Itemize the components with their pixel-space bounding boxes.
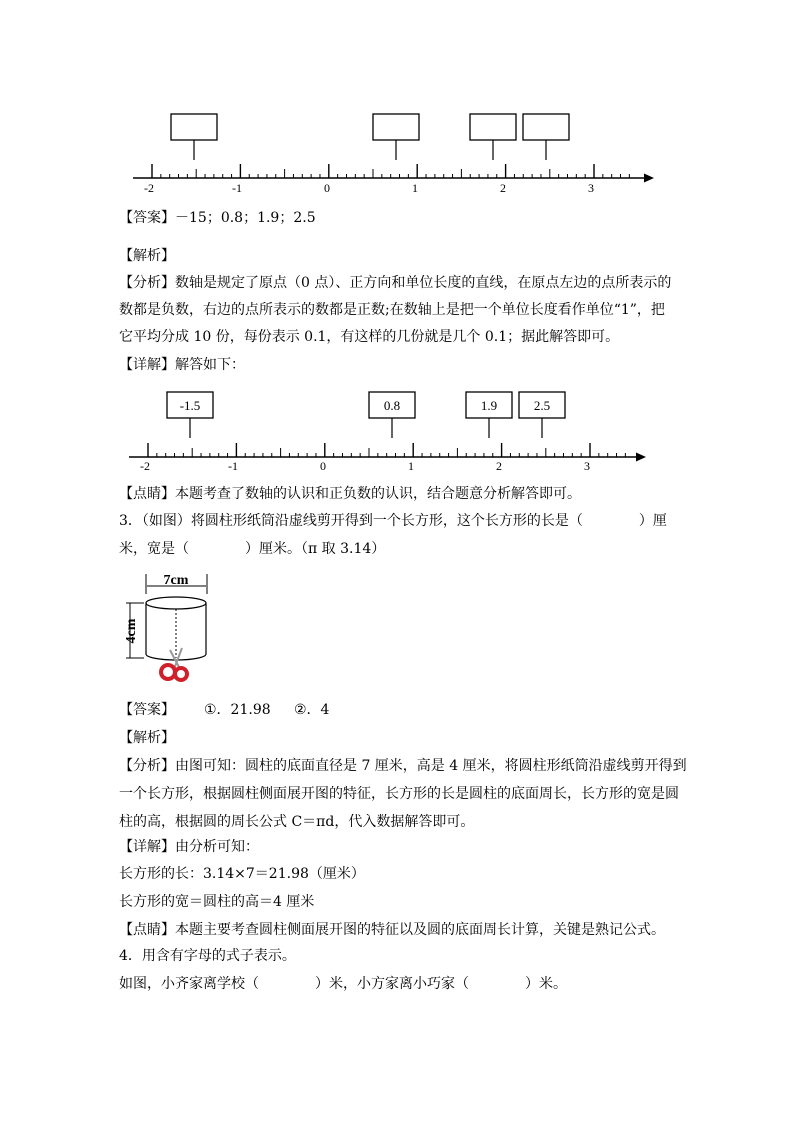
comment-line: 【点睛】本题主要考查圆柱侧面展开图的特征以及圆的底面周长计算，关键是熟记公式。 xyxy=(119,922,665,938)
analysis-text: 【分析】由图可知：圆柱的底面直径是 7 厘米，高是 4 厘米，将圆柱形纸筒沿虚线剪开得到 xyxy=(119,758,687,774)
analysis-text: 数都是负数，右边的点所表示的数都是正数;在数轴上是把一个单位长度看作单位“1”，把 xyxy=(119,302,665,318)
tick-label: 3 xyxy=(584,459,590,473)
tick-label: 0 xyxy=(324,181,330,195)
empty-answer-box xyxy=(470,114,516,140)
answer-tag: 【答案】 xyxy=(119,702,175,718)
tick-label: 1 xyxy=(412,181,418,195)
axis-arrow xyxy=(636,453,646,462)
detail-heading: 【详解】解答如下： xyxy=(119,357,245,373)
scissors-icon xyxy=(161,648,187,680)
empty-answer-box xyxy=(171,114,217,140)
tick-label: 2 xyxy=(500,181,506,195)
detail-heading: 【详解】由分析可知： xyxy=(119,839,259,855)
question-text: 如图，小齐家离学校（ ）米，小方家离小巧家（ ）米。 xyxy=(119,976,567,992)
tick-label: -1 xyxy=(232,181,242,195)
axis-arrow xyxy=(644,174,654,183)
tick-label: 1 xyxy=(408,459,414,473)
analysis-text: 它平均分成 10 份，每份表示 0.1，有这样的几份就是几个 0.1；据此解答即可。 xyxy=(119,329,620,345)
calculation-line: 长方形的宽＝圆柱的高＝4 厘米 xyxy=(119,894,315,910)
tick-marks xyxy=(148,443,625,457)
comment-line: 【点睛】本题考查了数轴的认识和正负数的认识，结合题意分析解答即可。 xyxy=(119,486,581,502)
height-label: 4cm xyxy=(124,618,139,644)
number-line-question xyxy=(128,108,660,198)
diameter-label: 7cm xyxy=(163,573,189,588)
number-line-answer xyxy=(124,386,656,476)
tick-label: -1 xyxy=(228,459,238,473)
tick-label: -2 xyxy=(144,181,154,195)
answer-box-label: -1.5 xyxy=(179,398,201,413)
analysis-heading: 【解析】 xyxy=(119,248,175,264)
empty-answer-box xyxy=(373,114,419,140)
tick-label: 0 xyxy=(320,459,326,473)
cylinder-top xyxy=(146,597,206,609)
answer-box-label: 0.8 xyxy=(383,398,401,413)
analysis-text: 一个长方形，根据圆柱侧面展开图的特征，长方形的长是圆柱的底面周长，长方形的宽是圆 xyxy=(119,786,679,802)
calculation-line: 长方形的长：3.14×7＝21.98（厘米） xyxy=(119,866,365,882)
tick-marks xyxy=(152,164,629,178)
answer-line: 【答案】－15；0.8；1.9；2.5 xyxy=(119,210,316,226)
answer-box-label: 1.9 xyxy=(480,398,498,413)
analysis-text: 【分析】数轴是规定了原点（0 点）、正方向和单位长度的直线，在原点左边的点所表示的 xyxy=(119,275,672,291)
tick-label: 3 xyxy=(588,181,594,195)
question-text: 4．用含有字母的式子表示。 xyxy=(119,948,296,964)
analysis-text: 柱的高，根据圆的周长公式 C＝πd，代入数据解答即可。 xyxy=(119,814,475,830)
question-text: 3．（如图）将圆柱形纸筒沿虚线剪开得到一个长方形，这个长方形的长是（ ）厘 xyxy=(119,513,667,529)
tick-label: 2 xyxy=(496,459,502,473)
cylinder-figure xyxy=(118,570,218,690)
answer-box-label: 2.5 xyxy=(533,398,551,413)
tick-label: -2 xyxy=(140,459,150,473)
answer-1: ①．21.98 xyxy=(204,702,271,718)
answer-2: ②．4 xyxy=(294,702,330,718)
question-text: 米，宽是（ ）厘米。（π 取 3.14） xyxy=(119,541,386,557)
empty-answer-box xyxy=(523,114,569,140)
analysis-heading: 【解析】 xyxy=(119,730,175,746)
